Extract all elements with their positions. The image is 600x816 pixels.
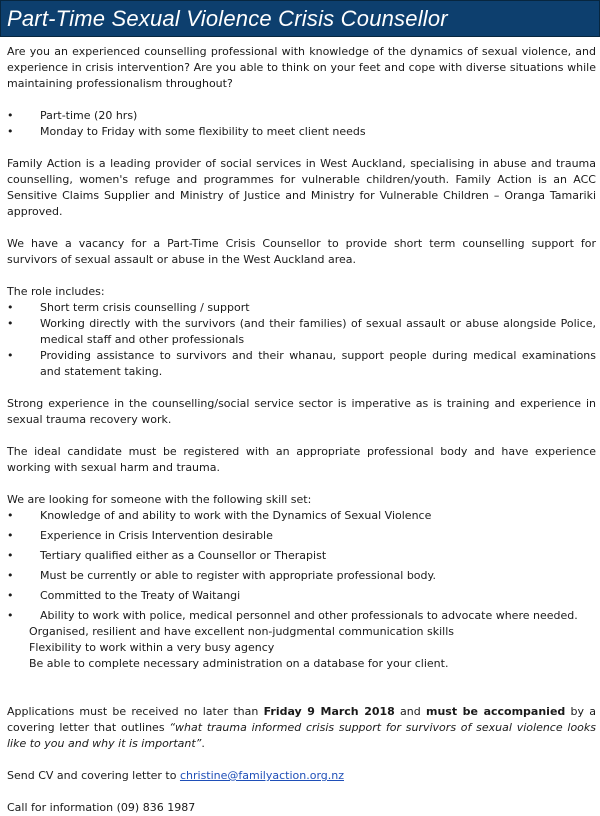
- skills-list: [7, 508, 596, 624]
- cover-letter-question: “what trauma informed crisis support for survivors of sexual violence looks like to you and why it is important”: [7, 721, 597, 750]
- bullet-icon: •: [7, 609, 14, 622]
- bullet-icon: •: [7, 549, 14, 562]
- bullet-icon: •: [7, 301, 14, 314]
- list-item: • Ability to work with police, medical personnel and other professionals to advocate where needed.: [7, 609, 578, 622]
- about-paragraph: Family Action is a leading provider of social services in West Auckland, specialising in abuse and trauma counselling, women's refuge and programmes for vulnerable children/youth. Family Action is an ACC Sensitive Claims Supplier and Ministry of Justice and Ministry for Vulnerable Children – Oranga Tamariki approved.: [7, 157, 596, 218]
- list-item: Flexibility to work within a very busy agency: [29, 641, 275, 654]
- skills-heading: We are looking for someone with the following skill set:: [7, 493, 312, 506]
- contact-phone: Call for information (09) 836 1987: [7, 801, 196, 814]
- skills-sublist: [7, 624, 596, 672]
- list-item: • Knowledge of and ability to work with the Dynamics of Sexual Violence: [7, 509, 432, 522]
- advert-body: [7, 44, 596, 816]
- send-cv-line: Send CV and covering letter to christine@familyaction.org.nz: [7, 769, 344, 782]
- bullet-icon: •: [7, 317, 14, 330]
- title-banner: [0, 0, 600, 37]
- email-link[interactable]: christine@familyaction.org.nz: [179, 769, 344, 782]
- list-item: • Part-time (20 hrs): [7, 109, 138, 122]
- list-item: Organised, resilient and have excellent non-judgmental communication skills: [29, 625, 455, 638]
- intro-paragraph: Are you an experienced counselling professional with knowledge of the dynamics of sexual violence, and experience in crisis intervention? Are you able to think on your feet and cope with diverse situations while maintaining professionalism throughout?: [7, 45, 596, 90]
- bullet-icon: •: [7, 109, 14, 122]
- list-item: Be able to complete necessary administration on a database for your client.: [29, 657, 449, 670]
- list-item: • Working directly with the survivors (and their families) of sexual assault or abuse alongside Police, medical staff and other professionals: [7, 317, 596, 346]
- bullet-icon: •: [7, 529, 14, 542]
- list-item: • Short term crisis counselling / support: [7, 301, 250, 314]
- list-item: • Committed to the Treaty of Waitangi: [7, 589, 241, 602]
- bullet-icon: •: [7, 125, 14, 138]
- list-item: • Experience in Crisis Intervention desirable: [7, 529, 273, 542]
- page-title: Part-Time Sexual Violence Crisis Counsellor: [7, 6, 448, 31]
- list-item: • Tertiary qualified either as a Counsellor or Therapist: [7, 549, 327, 562]
- list-item: • Monday to Friday with some flexibility to meet client needs: [7, 125, 366, 138]
- job-terms-list: [7, 108, 596, 140]
- deadline-date: Friday 9 March 2018: [263, 705, 395, 718]
- registration-paragraph: The ideal candidate must be registered with an appropriate professional body and have experience working with sexual harm and trauma.: [7, 445, 596, 474]
- experience-paragraph: Strong experience in the counselling/social service sector is imperative as is training and experience in sexual trauma recovery work.: [7, 397, 596, 426]
- role-list: [7, 300, 596, 380]
- list-item: • Providing assistance to survivors and their whanau, support people during medical examinations and statement taking.: [7, 349, 596, 378]
- bullet-icon: •: [7, 349, 14, 362]
- application-paragraph: Applications must be received no later than Friday 9 March 2018 and must be accompanied by a covering letter that outlines “what trauma informed crisis support for survivors of sexual violence looks like to you and why it is important”.: [7, 705, 597, 750]
- vacancy-paragraph: We have a vacancy for a Part-Time Crisis Counsellor to provide short term counselling support for survivors of sexual assault or abuse in the West Auckland area.: [7, 237, 596, 266]
- list-item: • Must be currently or able to register with appropriate professional body.: [7, 569, 436, 582]
- bullet-icon: •: [7, 569, 14, 582]
- bullet-icon: •: [7, 509, 14, 522]
- role-heading: The role includes:: [7, 285, 105, 298]
- bullet-icon: •: [7, 589, 14, 602]
